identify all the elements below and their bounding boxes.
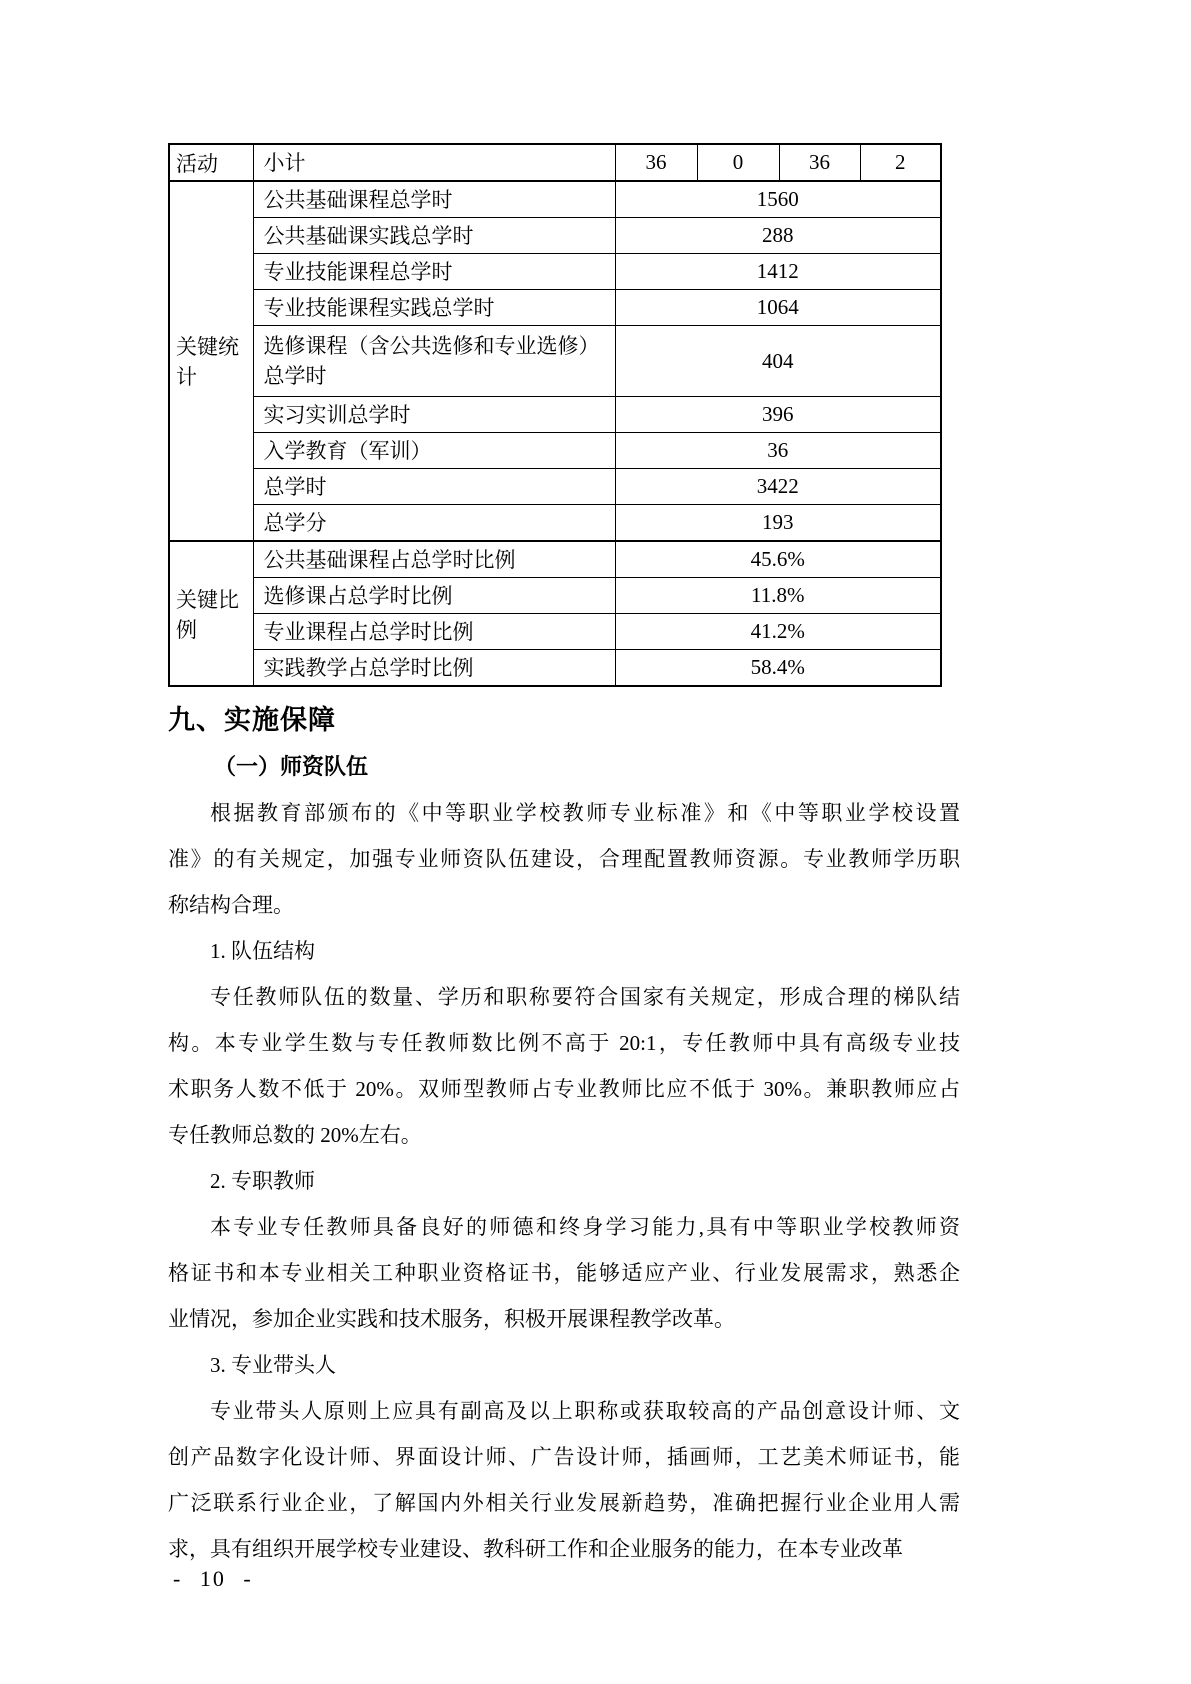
paragraph-line: 业情况，参加企业实践和技术服务，积极开展课程教学改革。 <box>168 1307 735 1331</box>
paragraph-line: 专任教师总数的 20%左右。 <box>168 1123 422 1147</box>
paragraph-line: 准》的有关规定，加强专业师资队伍建设，合理配置教师资源。专业教师学历职 <box>168 847 960 871</box>
table-value-cell: 0 <box>697 144 779 181</box>
table-value-cell: 193 <box>615 505 941 542</box>
paragraph-line: 称结构合理。 <box>168 893 294 917</box>
table-label-cell: 入学教育（军训） <box>253 433 615 469</box>
table-value-cell: 288 <box>615 218 941 254</box>
table-label-cell: 公共基础课程占总学时比例 <box>253 541 615 578</box>
paragraph-line: 术职务人数不低于 20%。双师型教师占专业教师比应不低于 30%。兼职教师应占 <box>168 1077 960 1101</box>
table-label-cell: 公共基础课程总学时 <box>253 181 615 218</box>
table-value-cell: 1560 <box>615 181 941 218</box>
table-value-cell: 36 <box>779 144 860 181</box>
paragraph-line: 专业带头人原则上应具有副高及以上职称或获取较高的产品创意设计师、文 <box>210 1399 960 1423</box>
table-label-cell: 选修课程（含公共选修和专业选修）总学时 <box>253 326 615 397</box>
numbered-heading: 1. 队伍结构 <box>210 939 315 963</box>
table-label-cell: 专业课程占总学时比例 <box>253 614 615 650</box>
paragraph-line: 根据教育部颁布的《中等职业学校教师专业标准》和《中等职业学校设置 <box>210 801 960 825</box>
table-value-cell: 396 <box>615 397 941 433</box>
table-label-cell: 专业技能课程实践总学时 <box>253 290 615 326</box>
table-value-cell: 3422 <box>615 469 941 505</box>
table-label-cell: 总学时 <box>253 469 615 505</box>
document-page <box>168 143 960 1572</box>
table-value-cell: 45.6% <box>615 541 941 578</box>
table-value-cell: 41.2% <box>615 614 941 650</box>
table-label-cell: 实习实训总学时 <box>253 397 615 433</box>
paragraph-line: 广泛联系行业企业，了解国内外相关行业发展新趋势，准确把握行业企业用人需 <box>168 1491 960 1515</box>
table-category-cell: 活动 <box>169 144 253 181</box>
table-value-cell: 2 <box>860 144 941 181</box>
table-value-cell: 58.4% <box>615 650 941 687</box>
table-label-cell: 小计 <box>253 144 615 181</box>
paragraph-line: 创产品数字化设计师、界面设计师、广告设计师，插画师，工艺美术师证书，能 <box>168 1445 960 1469</box>
table-label-cell: 公共基础课实践总学时 <box>253 218 615 254</box>
paragraph-line: 格证书和本专业相关工种职业资格证书，能够适应产业、行业发展需求，熟悉企 <box>168 1261 960 1285</box>
numbered-heading: 2. 专职教师 <box>210 1169 315 1193</box>
table-value-cell: 1412 <box>615 254 941 290</box>
body-text <box>168 790 960 1572</box>
table-category-cell: 关键比例 <box>169 541 253 686</box>
subsection-heading: （一）师资队伍 <box>214 754 369 779</box>
table-label-cell: 实践教学占总学时比例 <box>253 650 615 687</box>
table-label-cell: 总学分 <box>253 505 615 542</box>
table-value-cell: 36 <box>615 144 697 181</box>
table-label-cell: 选修课占总学时比例 <box>253 578 615 614</box>
table-value-cell: 11.8% <box>615 578 941 614</box>
table-label-cell: 专业技能课程总学时 <box>253 254 615 290</box>
paragraph-line: 求，具有组织开展学校专业建设、教科研工作和企业服务的能力，在本专业改革 <box>168 1537 903 1561</box>
table-value-cell: 36 <box>615 433 941 469</box>
table-category-cell: 关键统计 <box>169 181 253 541</box>
page-number: - 10 - <box>173 1566 253 1591</box>
table-value-cell: 1064 <box>615 290 941 326</box>
paragraph-line: 本专业专任教师具备良好的师德和终身学习能力,具有中等职业学校教师资 <box>210 1215 960 1239</box>
numbered-heading: 3. 专业带头人 <box>210 1353 336 1377</box>
paragraph-line: 专任教师队伍的数量、学历和职称要符合国家有关规定，形成合理的梯队结 <box>210 985 960 1009</box>
summary-table <box>168 143 942 687</box>
table-value-cell: 404 <box>615 326 941 397</box>
paragraph-line: 构。本专业学生数与专任教师数比例不高于 20:1，专任教师中具有高级专业技 <box>168 1031 960 1055</box>
section-heading: 九、实施保障 <box>168 705 336 735</box>
